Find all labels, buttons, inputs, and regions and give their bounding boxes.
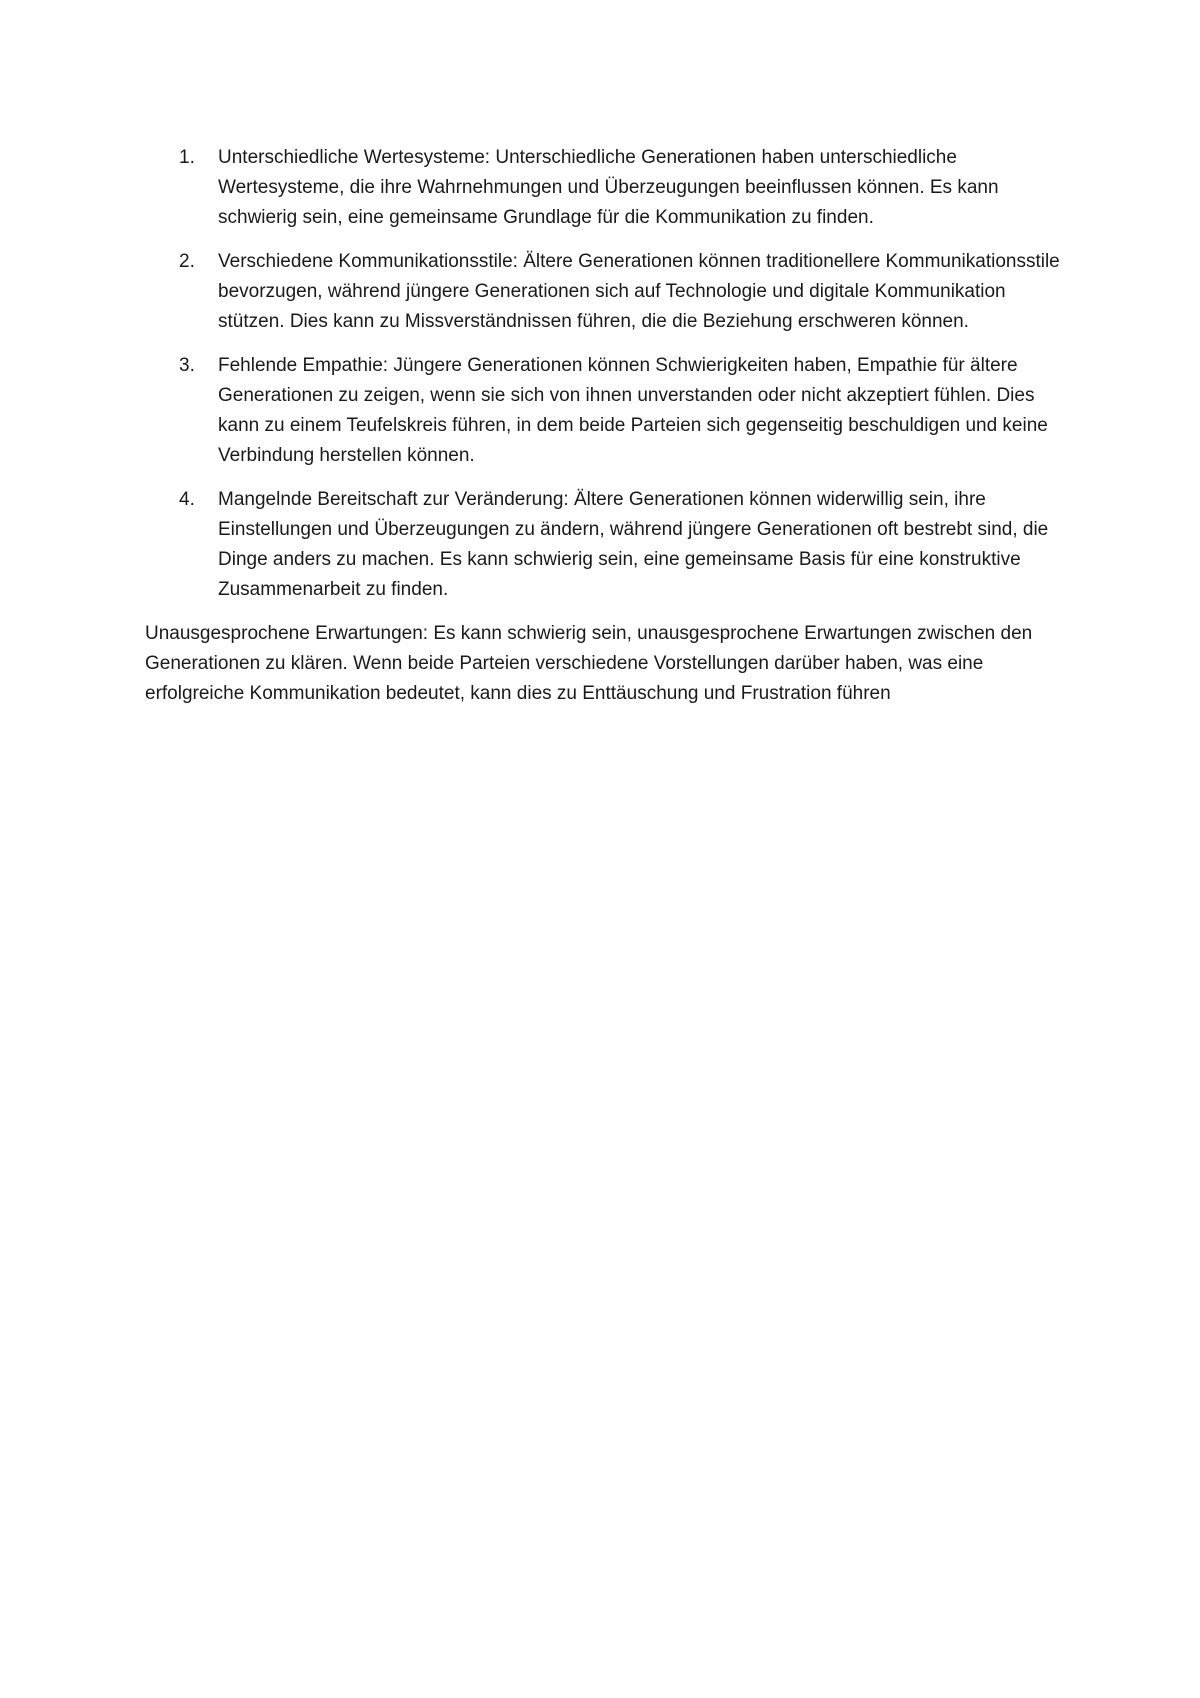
list-item-text: Fehlende Empathie: Jüngere Generationen können Schwierigkeiten haben, Empathie für ältere Generationen zu zeigen, wenn sie sich von ihnen unverstanden oder nicht akzeptiert fühlen. Dies kann zu einem Teufelskreis führen, in dem beide Parteien sich gegenseitig beschuldigen und keine Verbindung herstellen können. (218, 355, 1048, 466)
list-item-number: 3. (179, 355, 195, 376)
list-item-number: 1. (179, 147, 195, 168)
list-item-text: Unterschiedliche Wertesysteme: Unterschiedliche Generationen haben unterschiedliche Wertesysteme, die ihre Wahrnehmungen und Überzeugungen beeinflussen können. Es kann schwierig sein, eine gemeinsame Grundlage für die Kommunikation zu finden. (218, 147, 999, 228)
list-item (145, 485, 1065, 605)
list-item-number: 2. (179, 251, 195, 272)
list-item (145, 351, 1065, 471)
numbered-list (145, 143, 1065, 605)
list-item-text: Mangelnde Bereitschaft zur Veränderung: Ältere Generationen können widerwillig sein, ihre Einstellungen und Überzeugungen zu ändern, während jüngere Generationen oft bestrebt sind, die Dinge anders zu machen. Es kann schwierig sein, eine gemeinsame Basis für eine konstruktive Zusammenarbeit zu finden. (218, 489, 1049, 600)
list-item-text: Verschiedene Kommunikationsstile: Ältere Generationen können traditionellere Kommunikationsstile bevorzugen, während jüngere Generationen sich auf Technologie und digitale Kommunikation stützen. Dies kann zu Missverständnissen führen, die die Beziehung erschweren können. (218, 251, 1060, 332)
list-item (145, 247, 1065, 337)
list-item-number: 4. (179, 489, 195, 510)
list-item (145, 143, 1065, 233)
document-body (145, 143, 1065, 709)
closing-paragraph: Unausgesprochene Erwartungen: Es kann schwierig sein, unausgesprochene Erwartungen zwischen den Generationen zu klären. Wenn beide Parteien verschiedene Vorstellungen darüber haben, was eine erfolgreiche Kommunikation bedeutet, kann dies zu Enttäuschung und Frustration führen (145, 623, 1033, 704)
